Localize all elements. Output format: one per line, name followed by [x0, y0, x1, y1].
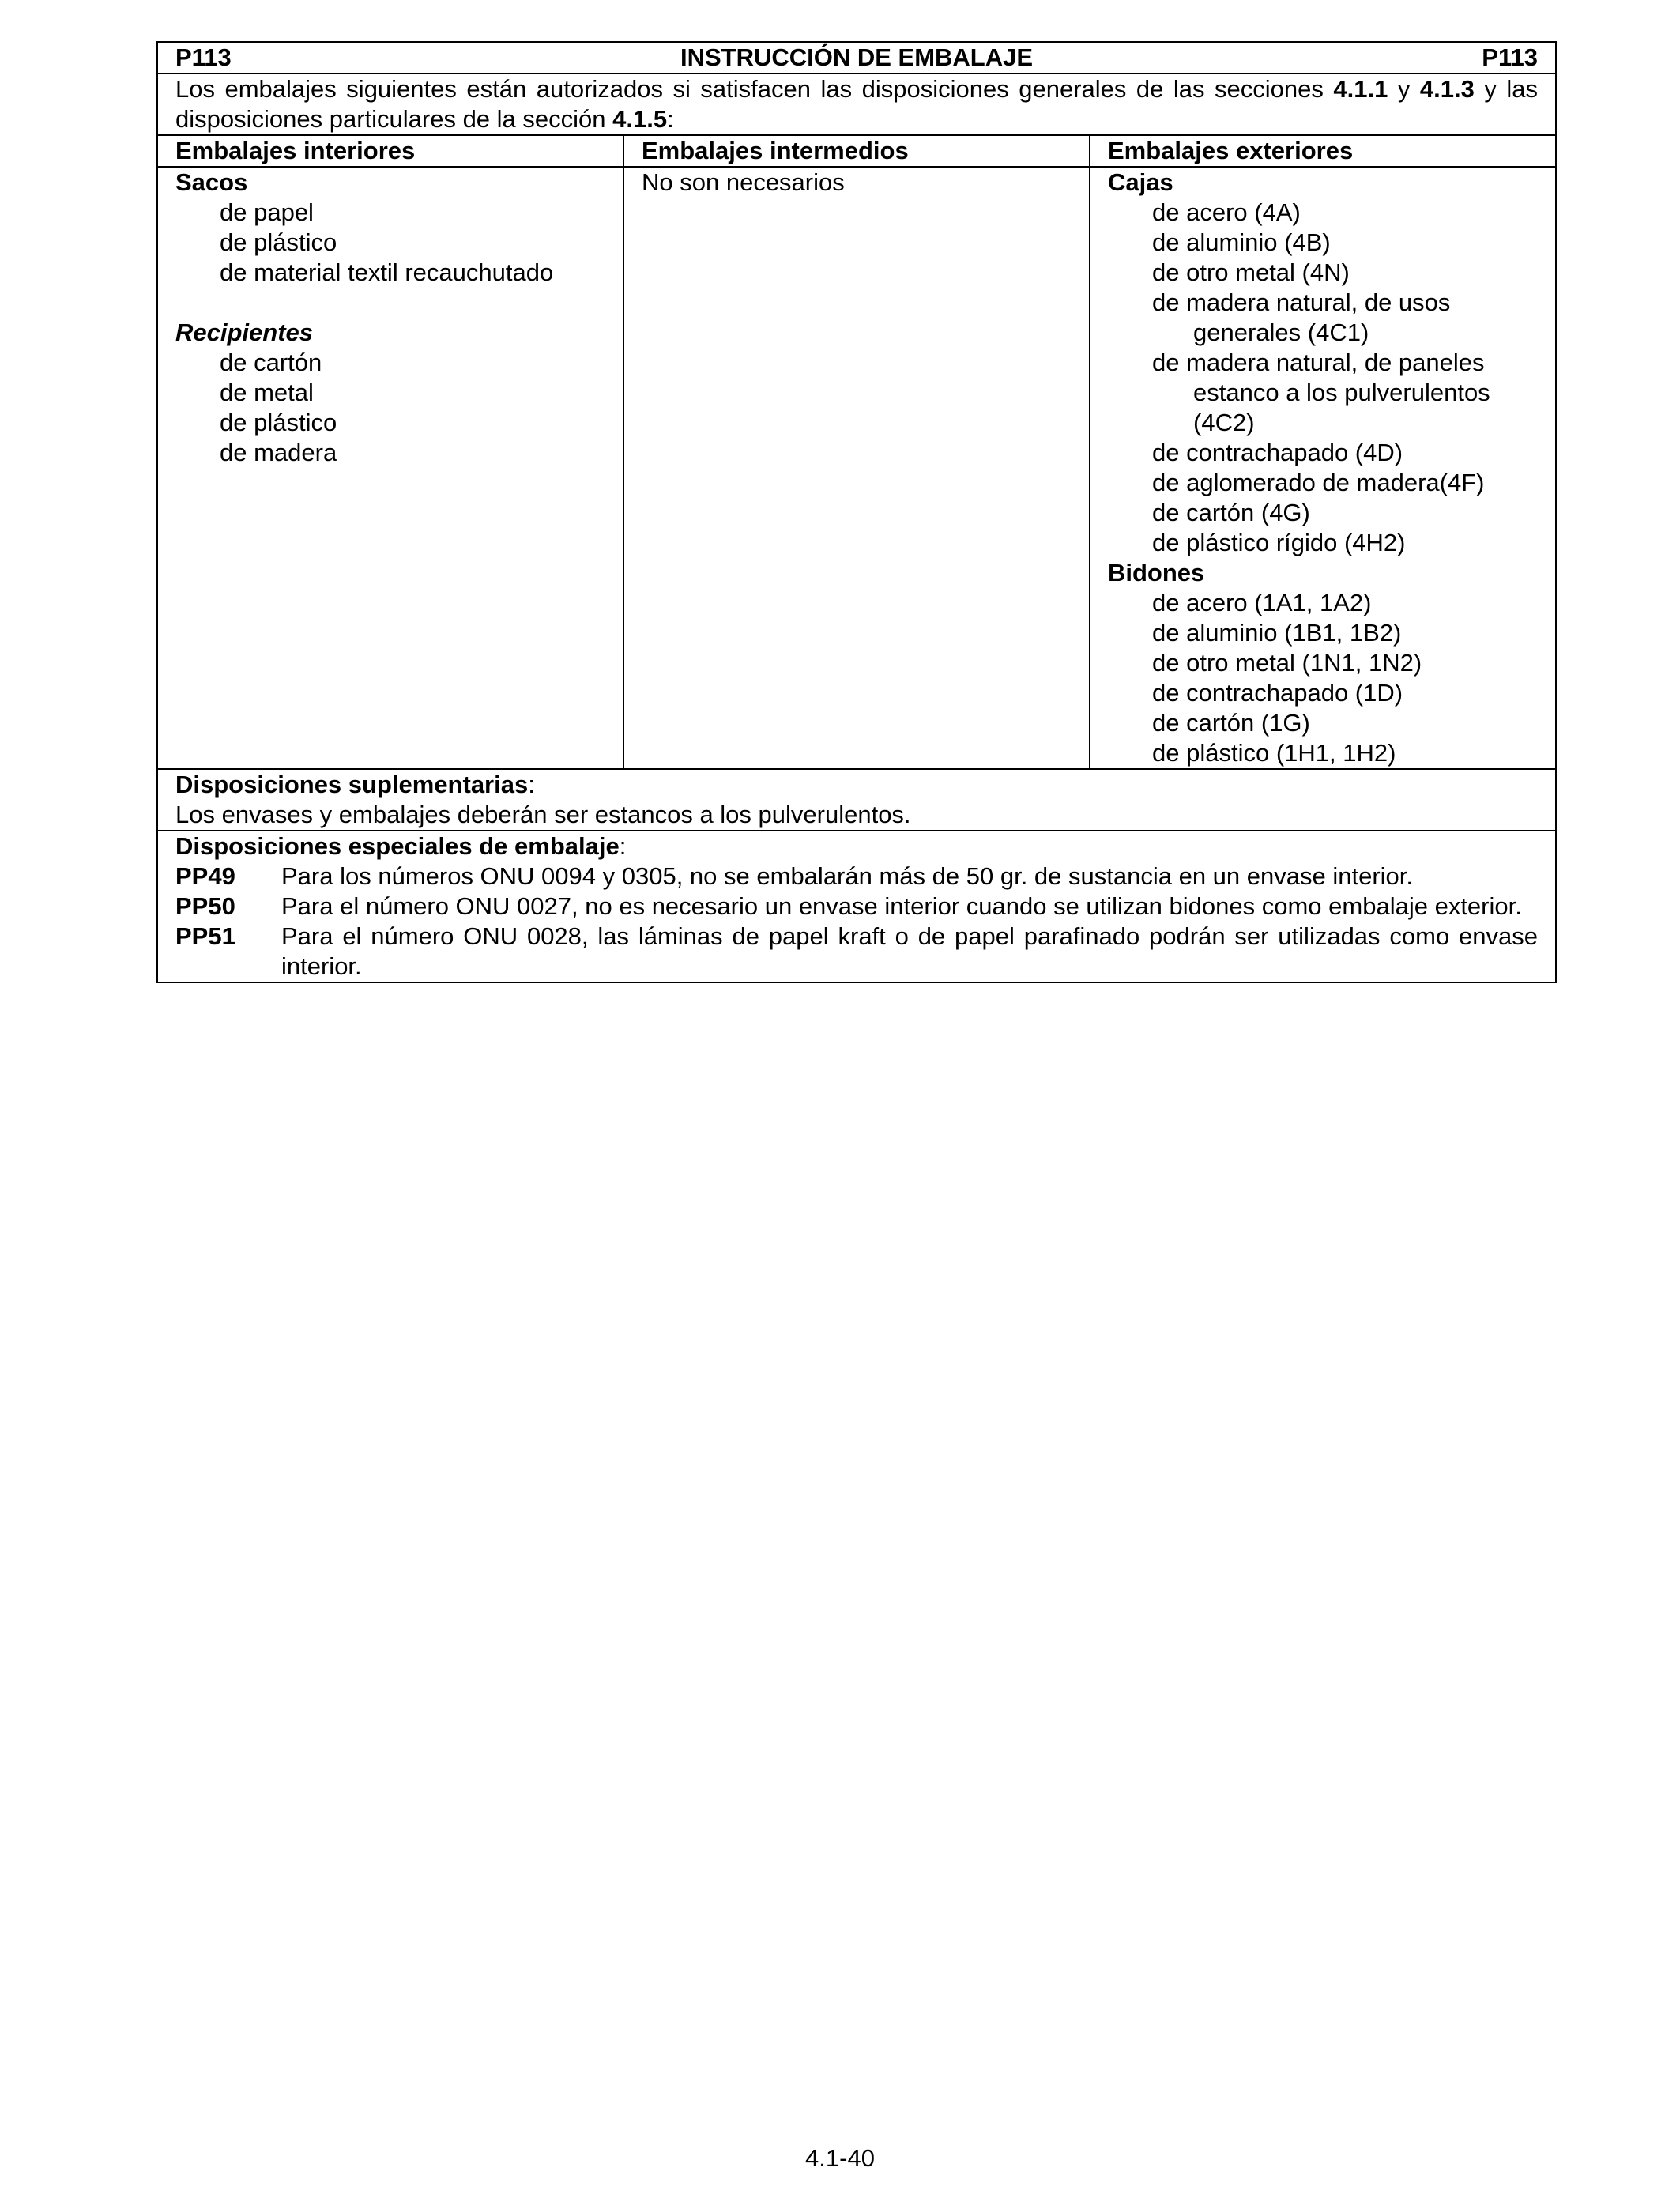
list-item: de contrachapado (4D) — [1152, 439, 1403, 466]
list-item: de madera natural, de paneles — [1152, 349, 1485, 376]
provision-text: Para los números ONU 0094 y 0305, no se embalarán más de 50 gr. de sustancia en un envase interior. — [281, 862, 1414, 890]
inner-packagings-cell — [158, 168, 624, 768]
list-item: de cartón (1G) — [1152, 709, 1310, 737]
list-item: de otro metal (1N1, 1N2) — [1152, 649, 1422, 677]
group-title-cajas: Cajas — [1108, 168, 1173, 196]
column-header-row — [158, 136, 1555, 168]
spacer — [175, 288, 605, 318]
section-ref: 4.1.1 — [1333, 75, 1388, 103]
list-item-continuation: (4C2) — [1193, 409, 1255, 436]
list-item: de otro metal (4N) — [1152, 258, 1350, 286]
list-item: de plástico — [220, 228, 337, 256]
inner-packagings-header: Embalajes interiores — [158, 136, 624, 166]
provision-code: PP50 — [175, 892, 235, 920]
intro-row — [158, 74, 1555, 136]
list-item: de cartón — [220, 349, 322, 376]
instruction-code-right: P113 — [1482, 43, 1538, 71]
list-item: de papel — [220, 198, 314, 226]
list-item: de plástico (1H1, 1H2) — [1152, 739, 1396, 767]
group-title-recipientes: Recipientes — [175, 319, 314, 346]
list-item: de plástico — [220, 409, 337, 436]
group-title-bidones: Bidones — [1108, 559, 1205, 586]
outer-packagings-cell — [1090, 168, 1555, 768]
list-item: de cartón (4G) — [1152, 499, 1310, 526]
list-item: de material textil recauchutado — [220, 258, 554, 286]
supplementary-provisions-row — [158, 770, 1555, 831]
intro-text: y — [1388, 75, 1420, 103]
provision-code: PP49 — [175, 862, 235, 890]
special-provision-pp49 — [175, 861, 1538, 892]
list-item: de aglomerado de madera(4F) — [1152, 469, 1485, 496]
packagings-content-row — [158, 168, 1555, 770]
special-provision-pp50 — [175, 892, 1538, 922]
list-item: de acero (1A1, 1A2) — [1152, 589, 1372, 616]
special-provision-pp51 — [175, 922, 1538, 982]
list-item: de contrachapado (1D) — [1152, 679, 1403, 707]
list-item-continuation: generales (4C1) — [1193, 319, 1369, 346]
section-ref: 4.1.3 — [1419, 75, 1475, 103]
list-item: de madera natural, de usos — [1152, 288, 1451, 316]
provision-code: PP51 — [175, 922, 235, 950]
special-heading — [175, 831, 1538, 861]
heading-colon: : — [619, 832, 627, 860]
section-ref: 4.1.5 — [612, 105, 668, 133]
special-title: Disposiciones especiales de embalaje — [175, 832, 620, 860]
list-item: de metal — [220, 379, 314, 406]
group-title-sacos: Sacos — [175, 168, 248, 196]
instruction-code-left: P113 — [175, 43, 232, 71]
intermediate-packagings-header: Embalajes intermedios — [624, 136, 1090, 166]
list-item: de acero (4A) — [1152, 198, 1301, 226]
intermediate-packagings-cell — [624, 168, 1090, 768]
list-item-continuation: estanco a los pulverulentos — [1193, 379, 1490, 406]
list-item: de madera — [220, 439, 337, 466]
supplementary-heading — [175, 770, 1538, 800]
list-item: de aluminio (1B1, 1B2) — [1152, 619, 1402, 647]
provision-text: Para el número ONU 0028, las láminas de papel kraft o de papel parafinado podrán ser utilizadas como envase interior. — [281, 922, 1538, 980]
list-item: de aluminio (4B) — [1152, 228, 1331, 256]
special-provisions-row — [158, 831, 1555, 982]
packing-instruction-table — [156, 41, 1557, 983]
outer-packagings-header: Embalajes exteriores — [1108, 137, 1354, 164]
list-item: de plástico rígido (4H2) — [1152, 529, 1406, 556]
page-number: 4.1-40 — [805, 2144, 875, 2172]
intro-text: Los embalajes siguientes están autorizados si satisfacen las disposiciones generales de las secciones — [175, 75, 1334, 103]
supplementary-text: Los envases y embalajes deberán ser estancos a los pulverulentos. — [175, 801, 911, 828]
intro-text: : — [667, 105, 674, 133]
intermediate-text: No son necesarios — [642, 168, 845, 196]
provision-text: Para el número ONU 0027, no es necesario un envase interior cuando se utilizan bidones como embalaje exterior. — [281, 892, 1522, 920]
intro-text: y las disposiciones particulares de la sección — [175, 75, 1538, 133]
heading-colon: : — [528, 771, 535, 798]
supplementary-title: Disposiciones suplementarias — [175, 771, 529, 798]
instruction-title: INSTRUCCIÓN DE EMBALAJE — [680, 43, 1034, 71]
table-title-row — [158, 43, 1555, 74]
